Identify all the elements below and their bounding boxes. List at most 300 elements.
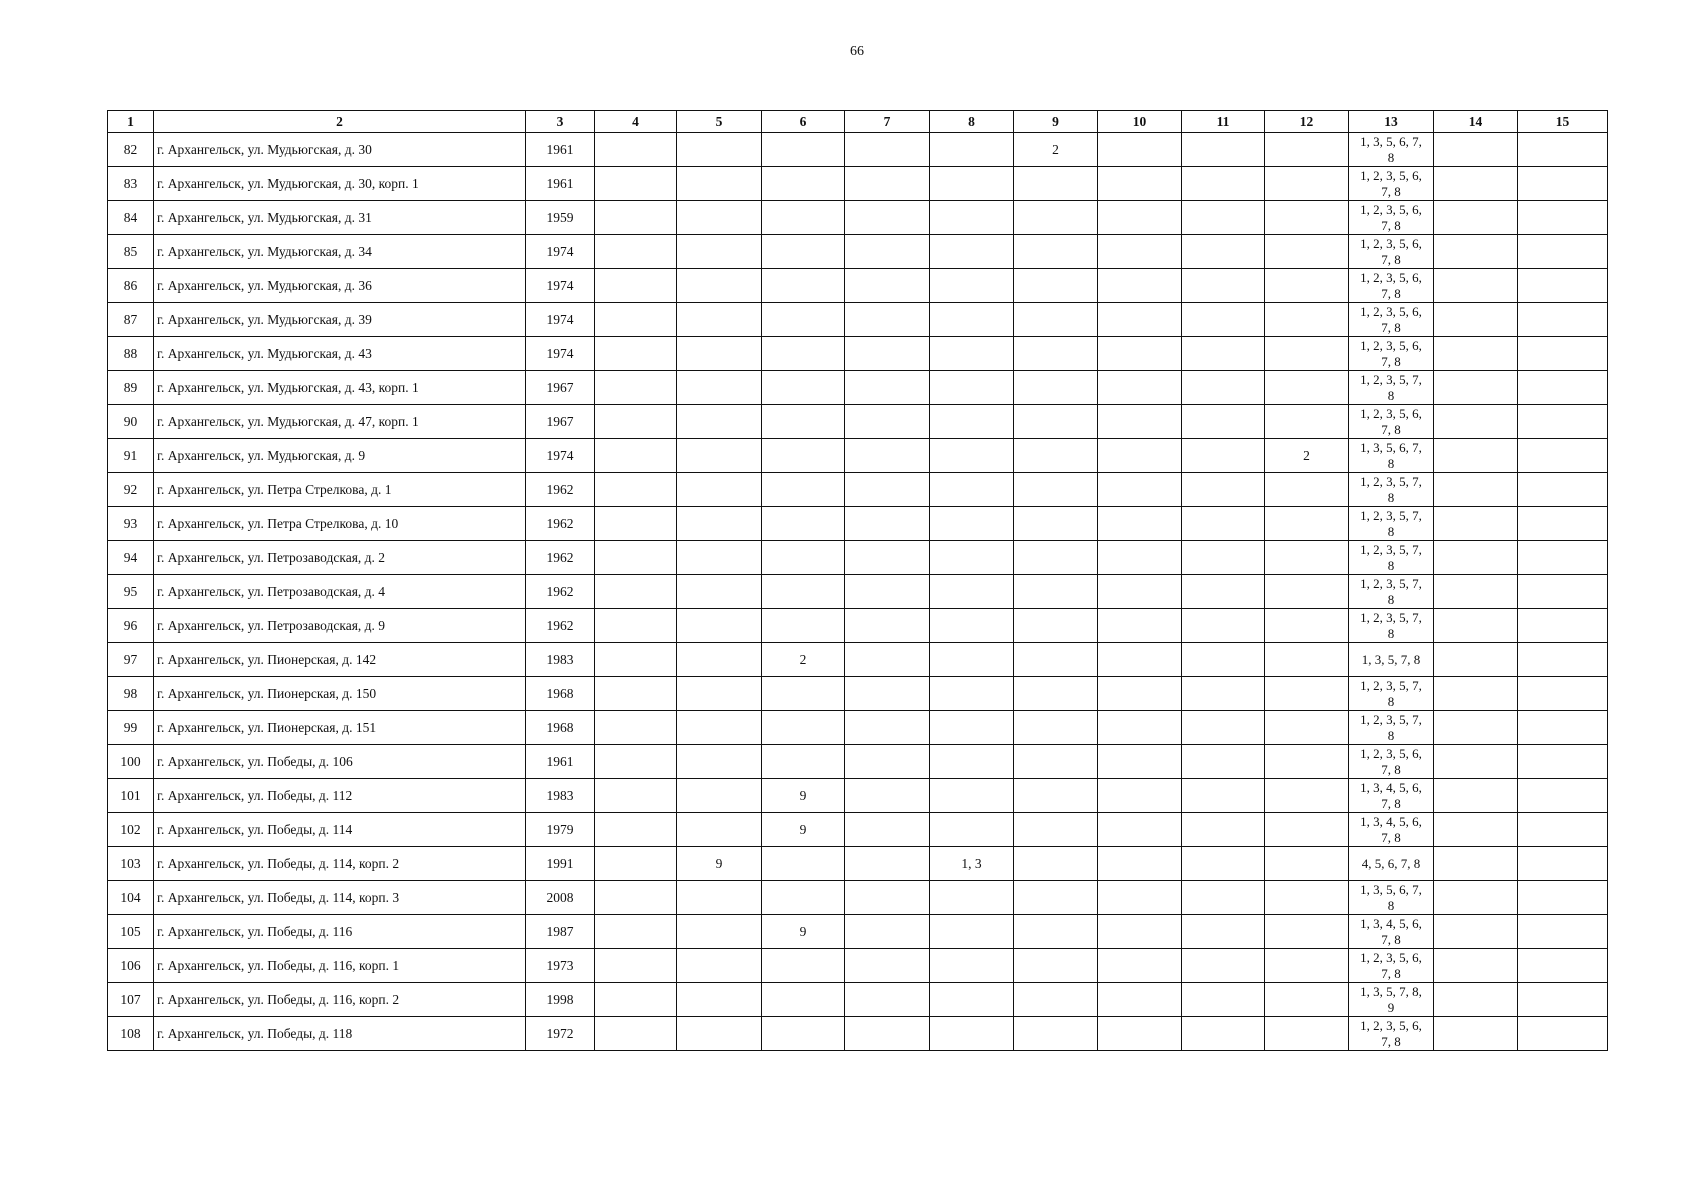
cell-col-13-line: 7, 8 [1381, 795, 1401, 811]
cell-col-12 [1265, 337, 1349, 371]
cell-col-9 [1014, 167, 1098, 201]
table-row [108, 915, 1608, 949]
cell-col-11 [1182, 541, 1265, 575]
cell-col-5 [677, 677, 762, 711]
cell-col-13-line: 1, 2, 3, 5, 6, [1360, 949, 1422, 965]
cell-col-8 [930, 201, 1014, 235]
cell-col-13 [1349, 847, 1434, 881]
cell-col-9 [1014, 847, 1098, 881]
cell-col-1: 84 [108, 201, 154, 235]
cell-col-1: 103 [108, 847, 154, 881]
cell-col-14 [1434, 643, 1518, 677]
cell-col-1: 95 [108, 575, 154, 609]
cell-col-15 [1518, 1017, 1608, 1051]
cell-col-14 [1434, 575, 1518, 609]
cell-col-7 [845, 201, 930, 235]
cell-col-1: 93 [108, 507, 154, 541]
cell-col-10 [1098, 745, 1182, 779]
cell-col-12: 2 [1265, 439, 1349, 473]
cell-col-4 [595, 609, 677, 643]
cell-col-7 [845, 881, 930, 915]
cell-col-6 [762, 439, 845, 473]
column-header-4: 4 [595, 111, 677, 133]
cell-col-4 [595, 439, 677, 473]
cell-col-2: г. Архангельск, ул. Победы, д. 114 [154, 813, 526, 847]
cell-col-3: 1961 [526, 133, 595, 167]
cell-col-11 [1182, 881, 1265, 915]
cell-col-6 [762, 881, 845, 915]
cell-col-6 [762, 949, 845, 983]
cell-col-3: 1987 [526, 915, 595, 949]
cell-col-7 [845, 303, 930, 337]
cell-col-1: 96 [108, 609, 154, 643]
cell-col-4 [595, 303, 677, 337]
cell-col-9 [1014, 1017, 1098, 1051]
cell-col-13 [1349, 405, 1434, 439]
table-row [108, 609, 1608, 643]
cell-col-3: 1973 [526, 949, 595, 983]
cell-col-8 [930, 1017, 1014, 1051]
cell-col-3: 1962 [526, 507, 595, 541]
cell-col-13-line: 7, 8 [1381, 761, 1401, 777]
cell-col-6 [762, 983, 845, 1017]
cell-col-13-line: 7, 8 [1381, 829, 1401, 845]
cell-col-13 [1349, 269, 1434, 303]
cell-col-13 [1349, 609, 1434, 643]
cell-col-13-line: 1, 3, 5, 7, 8, [1360, 983, 1422, 999]
cell-col-7 [845, 405, 930, 439]
cell-col-11 [1182, 235, 1265, 269]
cell-col-11 [1182, 745, 1265, 779]
cell-col-13-line: 1, 2, 3, 5, 6, [1360, 235, 1422, 251]
cell-col-2: г. Архангельск, ул. Победы, д. 114, корп. 3 [154, 881, 526, 915]
cell-col-5 [677, 813, 762, 847]
cell-col-13 [1349, 337, 1434, 371]
cell-col-10 [1098, 711, 1182, 745]
cell-col-9 [1014, 541, 1098, 575]
cell-col-10 [1098, 405, 1182, 439]
cell-col-13-line: 1, 2, 3, 5, 7, [1360, 371, 1422, 387]
cell-col-12 [1265, 847, 1349, 881]
cell-col-8 [930, 235, 1014, 269]
cell-col-14 [1434, 473, 1518, 507]
column-header-14: 14 [1434, 111, 1518, 133]
cell-col-9 [1014, 337, 1098, 371]
cell-col-11 [1182, 133, 1265, 167]
cell-col-4 [595, 711, 677, 745]
cell-col-10 [1098, 201, 1182, 235]
cell-col-5 [677, 235, 762, 269]
cell-col-12 [1265, 303, 1349, 337]
cell-col-3: 1974 [526, 337, 595, 371]
table-row [108, 983, 1608, 1017]
cell-col-2: г. Архангельск, ул. Пионерская, д. 142 [154, 643, 526, 677]
cell-col-2: г. Архангельск, ул. Мудьюгская, д. 43, корп. 1 [154, 371, 526, 405]
cell-col-2: г. Архангельск, ул. Петрозаводская, д. 2 [154, 541, 526, 575]
cell-col-9 [1014, 779, 1098, 813]
cell-col-3: 1983 [526, 643, 595, 677]
cell-col-13-line: 7, 8 [1381, 931, 1401, 947]
cell-col-13-line: 7, 8 [1381, 421, 1401, 437]
cell-col-7 [845, 575, 930, 609]
cell-col-15 [1518, 915, 1608, 949]
cell-col-10 [1098, 643, 1182, 677]
cell-col-3: 1983 [526, 779, 595, 813]
cell-col-7 [845, 371, 930, 405]
cell-col-5 [677, 609, 762, 643]
cell-col-4 [595, 847, 677, 881]
cell-col-10 [1098, 949, 1182, 983]
cell-col-14 [1434, 405, 1518, 439]
cell-col-6: 9 [762, 915, 845, 949]
cell-col-4 [595, 949, 677, 983]
cell-col-5 [677, 405, 762, 439]
cell-col-3: 1967 [526, 371, 595, 405]
cell-col-13 [1349, 813, 1434, 847]
cell-col-14 [1434, 881, 1518, 915]
cell-col-3: 1974 [526, 235, 595, 269]
cell-col-7 [845, 779, 930, 813]
table-body [108, 133, 1608, 1051]
cell-col-5 [677, 949, 762, 983]
cell-col-13-line: 1, 2, 3, 5, 7, [1360, 541, 1422, 557]
cell-col-10 [1098, 303, 1182, 337]
cell-col-12 [1265, 779, 1349, 813]
table-row [108, 507, 1608, 541]
cell-col-5 [677, 745, 762, 779]
cell-col-3: 1974 [526, 269, 595, 303]
cell-col-15 [1518, 677, 1608, 711]
cell-col-15 [1518, 847, 1608, 881]
cell-col-10 [1098, 371, 1182, 405]
cell-col-11 [1182, 643, 1265, 677]
cell-col-6 [762, 745, 845, 779]
cell-col-13-line: 8 [1387, 897, 1395, 913]
cell-col-1: 89 [108, 371, 154, 405]
cell-col-3: 1979 [526, 813, 595, 847]
cell-col-14 [1434, 745, 1518, 779]
cell-col-14 [1434, 541, 1518, 575]
cell-col-7 [845, 643, 930, 677]
cell-col-1: 108 [108, 1017, 154, 1051]
cell-col-7 [845, 1017, 930, 1051]
cell-col-5 [677, 133, 762, 167]
cell-col-4 [595, 473, 677, 507]
cell-col-15 [1518, 983, 1608, 1017]
cell-col-10 [1098, 337, 1182, 371]
cell-col-12 [1265, 949, 1349, 983]
cell-col-7 [845, 133, 930, 167]
column-header-15: 15 [1518, 111, 1608, 133]
cell-col-9 [1014, 507, 1098, 541]
cell-col-4 [595, 1017, 677, 1051]
cell-col-10 [1098, 983, 1182, 1017]
cell-col-13 [1349, 1017, 1434, 1051]
cell-col-13-line: 1, 3, 4, 5, 6, [1360, 915, 1422, 931]
cell-col-5: 9 [677, 847, 762, 881]
cell-col-13 [1349, 575, 1434, 609]
cell-col-13-line: 7, 8 [1381, 965, 1401, 981]
page-number: 66 [850, 44, 864, 59]
cell-col-13-line: 8 [1387, 523, 1395, 539]
cell-col-9 [1014, 983, 1098, 1017]
cell-col-4 [595, 575, 677, 609]
cell-col-11 [1182, 473, 1265, 507]
cell-col-13-line: 1, 2, 3, 5, 6, [1360, 167, 1422, 183]
table-row [108, 949, 1608, 983]
cell-col-7 [845, 915, 930, 949]
cell-col-3: 1961 [526, 167, 595, 201]
column-header-3: 3 [526, 111, 595, 133]
cell-col-10 [1098, 507, 1182, 541]
table-row [108, 439, 1608, 473]
cell-col-14 [1434, 915, 1518, 949]
cell-col-6 [762, 541, 845, 575]
cell-col-10 [1098, 235, 1182, 269]
cell-col-5 [677, 371, 762, 405]
cell-col-1: 100 [108, 745, 154, 779]
table-row [108, 201, 1608, 235]
cell-col-8 [930, 473, 1014, 507]
cell-col-13 [1349, 201, 1434, 235]
cell-col-13-line: 8 [1387, 557, 1395, 573]
cell-col-15 [1518, 949, 1608, 983]
cell-col-11 [1182, 269, 1265, 303]
column-header-1: 1 [108, 111, 154, 133]
cell-col-11 [1182, 507, 1265, 541]
table-row [108, 847, 1608, 881]
cell-col-5 [677, 915, 762, 949]
cell-col-13 [1349, 677, 1434, 711]
cell-col-12 [1265, 609, 1349, 643]
cell-col-1: 87 [108, 303, 154, 337]
cell-col-13-line: 1, 2, 3, 5, 7, [1360, 677, 1422, 693]
cell-col-3: 1968 [526, 711, 595, 745]
cell-col-8 [930, 915, 1014, 949]
cell-col-2: г. Архангельск, ул. Мудьюгская, д. 39 [154, 303, 526, 337]
cell-col-15 [1518, 813, 1608, 847]
cell-col-13 [1349, 711, 1434, 745]
cell-col-10 [1098, 881, 1182, 915]
cell-col-3: 1967 [526, 405, 595, 439]
cell-col-10 [1098, 269, 1182, 303]
table-row [108, 235, 1608, 269]
cell-col-5 [677, 881, 762, 915]
table-row [108, 745, 1608, 779]
cell-col-13-line: 1, 3, 5, 6, 7, [1360, 881, 1422, 897]
cell-col-11 [1182, 847, 1265, 881]
cell-col-2: г. Архангельск, ул. Пионерская, д. 150 [154, 677, 526, 711]
cell-col-11 [1182, 303, 1265, 337]
cell-col-4 [595, 643, 677, 677]
cell-col-13-line: 1, 2, 3, 5, 6, [1360, 745, 1422, 761]
cell-col-9 [1014, 439, 1098, 473]
cell-col-12 [1265, 167, 1349, 201]
table-row [108, 473, 1608, 507]
cell-col-15 [1518, 167, 1608, 201]
cell-col-11 [1182, 439, 1265, 473]
cell-col-4 [595, 677, 677, 711]
cell-col-4 [595, 371, 677, 405]
cell-col-3: 2008 [526, 881, 595, 915]
cell-col-10 [1098, 575, 1182, 609]
column-header-8: 8 [930, 111, 1014, 133]
cell-col-2: г. Архангельск, ул. Петра Стрелкова, д. 1 [154, 473, 526, 507]
cell-col-15 [1518, 643, 1608, 677]
cell-col-1: 98 [108, 677, 154, 711]
cell-col-7 [845, 745, 930, 779]
cell-col-10 [1098, 541, 1182, 575]
cell-col-8 [930, 643, 1014, 677]
cell-col-14 [1434, 983, 1518, 1017]
cell-col-2: г. Архангельск, ул. Мудьюгская, д. 34 [154, 235, 526, 269]
cell-col-1: 104 [108, 881, 154, 915]
cell-col-9 [1014, 949, 1098, 983]
cell-col-9 [1014, 813, 1098, 847]
cell-col-4 [595, 235, 677, 269]
cell-col-10 [1098, 677, 1182, 711]
cell-col-13 [1349, 949, 1434, 983]
cell-col-6 [762, 235, 845, 269]
cell-col-1: 83 [108, 167, 154, 201]
cell-col-10 [1098, 847, 1182, 881]
cell-col-3: 1998 [526, 983, 595, 1017]
cell-col-11 [1182, 949, 1265, 983]
cell-col-1: 85 [108, 235, 154, 269]
cell-col-10 [1098, 779, 1182, 813]
cell-col-4 [595, 133, 677, 167]
cell-col-2: г. Архангельск, ул. Мудьюгская, д. 30, корп. 1 [154, 167, 526, 201]
cell-col-1: 90 [108, 405, 154, 439]
cell-col-8 [930, 507, 1014, 541]
cell-col-12 [1265, 269, 1349, 303]
cell-col-8: 1, 3 [930, 847, 1014, 881]
table-row [108, 167, 1608, 201]
column-header-7: 7 [845, 111, 930, 133]
cell-col-13-line: 8 [1387, 489, 1395, 505]
cell-col-7 [845, 949, 930, 983]
cell-col-4 [595, 881, 677, 915]
cell-col-3: 1974 [526, 439, 595, 473]
cell-col-6 [762, 677, 845, 711]
cell-col-11 [1182, 371, 1265, 405]
cell-col-1: 82 [108, 133, 154, 167]
cell-col-15 [1518, 269, 1608, 303]
cell-col-13-line: 8 [1387, 625, 1395, 641]
cell-col-5 [677, 303, 762, 337]
cell-col-9 [1014, 677, 1098, 711]
cell-col-9 [1014, 881, 1098, 915]
column-header-5: 5 [677, 111, 762, 133]
cell-col-1: 94 [108, 541, 154, 575]
cell-col-14 [1434, 779, 1518, 813]
cell-col-8 [930, 269, 1014, 303]
cell-col-11 [1182, 405, 1265, 439]
cell-col-15 [1518, 575, 1608, 609]
column-header-9: 9 [1014, 111, 1098, 133]
table-row [108, 541, 1608, 575]
cell-col-11 [1182, 779, 1265, 813]
cell-col-13-line: 7, 8 [1381, 217, 1401, 233]
cell-col-5 [677, 269, 762, 303]
cell-col-6 [762, 337, 845, 371]
cell-col-13-line: 1, 2, 3, 5, 7, [1360, 507, 1422, 523]
cell-col-4 [595, 405, 677, 439]
cell-col-4 [595, 915, 677, 949]
column-header-2: 2 [154, 111, 526, 133]
cell-col-13 [1349, 371, 1434, 405]
table-row [108, 575, 1608, 609]
cell-col-1: 106 [108, 949, 154, 983]
cell-col-14 [1434, 235, 1518, 269]
cell-col-5 [677, 439, 762, 473]
cell-col-15 [1518, 303, 1608, 337]
table-row [108, 813, 1608, 847]
cell-col-13-line: 1, 2, 3, 5, 6, [1360, 337, 1422, 353]
cell-col-2: г. Архангельск, ул. Пионерская, д. 151 [154, 711, 526, 745]
cell-col-13 [1349, 133, 1434, 167]
cell-col-12 [1265, 1017, 1349, 1051]
cell-col-12 [1265, 201, 1349, 235]
cell-col-6 [762, 847, 845, 881]
cell-col-1: 99 [108, 711, 154, 745]
cell-col-2: г. Архангельск, ул. Петрозаводская, д. 4 [154, 575, 526, 609]
cell-col-14 [1434, 711, 1518, 745]
cell-col-9 [1014, 235, 1098, 269]
cell-col-5 [677, 337, 762, 371]
cell-col-9 [1014, 643, 1098, 677]
cell-col-13-line: 7, 8 [1381, 183, 1401, 199]
cell-col-3: 1962 [526, 609, 595, 643]
cell-col-8 [930, 677, 1014, 711]
cell-col-13-line: 4, 5, 6, 7, 8 [1361, 855, 1421, 871]
cell-col-8 [930, 575, 1014, 609]
cell-col-11 [1182, 575, 1265, 609]
cell-col-2: г. Архангельск, ул. Петра Стрелкова, д. 10 [154, 507, 526, 541]
cell-col-12 [1265, 473, 1349, 507]
cell-col-7 [845, 473, 930, 507]
cell-col-13-line: 7, 8 [1381, 251, 1401, 267]
cell-col-2: г. Архангельск, ул. Мудьюгская, д. 47, корп. 1 [154, 405, 526, 439]
cell-col-6: 2 [762, 643, 845, 677]
table-row [108, 269, 1608, 303]
cell-col-7 [845, 541, 930, 575]
cell-col-8 [930, 881, 1014, 915]
cell-col-14 [1434, 677, 1518, 711]
cell-col-2: г. Архангельск, ул. Мудьюгская, д. 9 [154, 439, 526, 473]
cell-col-5 [677, 507, 762, 541]
cell-col-15 [1518, 609, 1608, 643]
cell-col-12 [1265, 371, 1349, 405]
cell-col-12 [1265, 405, 1349, 439]
cell-col-9 [1014, 473, 1098, 507]
cell-col-4 [595, 507, 677, 541]
column-header-6: 6 [762, 111, 845, 133]
cell-col-14 [1434, 201, 1518, 235]
cell-col-7 [845, 337, 930, 371]
cell-col-13 [1349, 507, 1434, 541]
cell-col-12 [1265, 677, 1349, 711]
cell-col-1: 91 [108, 439, 154, 473]
cell-col-5 [677, 779, 762, 813]
cell-col-14 [1434, 303, 1518, 337]
column-header-12: 12 [1265, 111, 1349, 133]
cell-col-13 [1349, 983, 1434, 1017]
buildings-table [107, 110, 1608, 1051]
table-row [108, 337, 1608, 371]
cell-col-7 [845, 813, 930, 847]
cell-col-7 [845, 677, 930, 711]
